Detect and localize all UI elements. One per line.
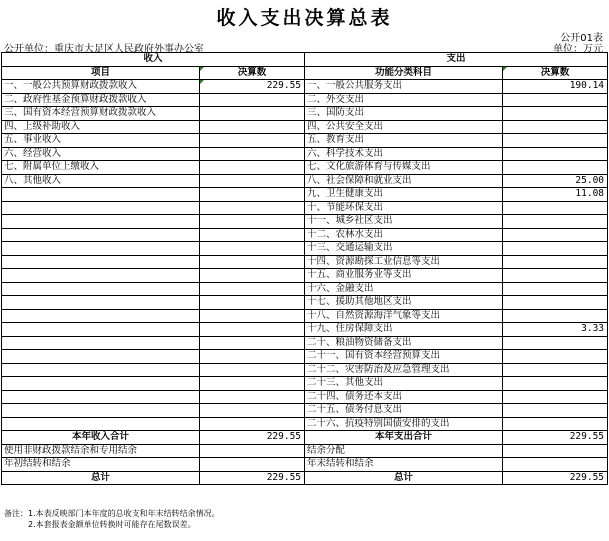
report-meta-row	[4, 40, 603, 55]
table-row	[2, 215, 608, 229]
expense-item-label: 十二、农林水支出	[305, 228, 503, 242]
use-fund-label: 使用非财政拨款结余和专用结余	[2, 444, 200, 458]
form-code: 公开01表	[560, 33, 603, 44]
expense-item-value	[503, 390, 608, 404]
table-row	[2, 147, 608, 161]
expense-item-label: 四、公共安全支出	[305, 120, 503, 134]
expense-item-label: 五、教育支出	[305, 134, 503, 148]
expense-item-label: 三、国防支出	[305, 107, 503, 121]
income-expense-table	[1, 52, 608, 485]
income-item-label	[2, 350, 200, 364]
income-item-value	[200, 174, 305, 188]
income-item-value	[200, 242, 305, 256]
expense-item-label: 十、节能环保支出	[305, 201, 503, 215]
table-row	[2, 296, 608, 310]
table-row	[2, 107, 608, 121]
income-item-label	[2, 336, 200, 350]
table-body	[2, 53, 608, 431]
expense-item-value	[503, 363, 608, 377]
section-header-row	[2, 53, 608, 67]
income-item-label: 五、事业收入	[2, 134, 200, 148]
table-row	[2, 323, 608, 337]
income-item-value	[200, 296, 305, 310]
expense-item-value	[503, 242, 608, 256]
table-row	[2, 242, 608, 256]
expense-item-label: 十八、自然资源海洋气象等支出	[305, 309, 503, 323]
income-item-label	[2, 255, 200, 269]
income-item-value	[200, 120, 305, 134]
expense-item-label: 二十六、抗疫特别国债安排的支出	[305, 417, 503, 431]
col-amount-left: 决算数	[200, 66, 305, 80]
income-item-value	[200, 269, 305, 283]
expense-item-label: 六、科学技术支出	[305, 147, 503, 161]
total-income-value: 229.55	[200, 431, 305, 445]
section-income: 收入	[2, 53, 305, 67]
income-item-value	[200, 417, 305, 431]
note-1: 备注：1.本表反映部门本年度的总收支和年末结转结余情况。	[4, 509, 220, 518]
expense-item-value: 3.33	[503, 323, 608, 337]
expense-item-label: 二十二、灾害防治及应急管理支出	[305, 363, 503, 377]
expense-item-label: 二十三、其他支出	[305, 377, 503, 391]
expense-item-value: 11.08	[503, 188, 608, 202]
income-item-label: 一、一般公共预算财政拨款收入	[2, 80, 200, 94]
expense-item-value: 190.14	[503, 80, 608, 94]
income-item-value	[200, 363, 305, 377]
table-row	[2, 282, 608, 296]
table-row	[2, 174, 608, 188]
income-item-value	[200, 390, 305, 404]
total-expense-label: 本年支出合计	[305, 431, 503, 445]
income-item-value: 229.55	[200, 80, 305, 94]
table-row	[2, 269, 608, 283]
expense-item-label: 十九、住房保障支出	[305, 323, 503, 337]
income-item-value	[200, 309, 305, 323]
income-item-label: 八、其他收入	[2, 174, 200, 188]
income-item-value	[200, 215, 305, 229]
income-item-label	[2, 404, 200, 418]
end-value	[503, 458, 608, 472]
expense-item-label: 十六、金融支出	[305, 282, 503, 296]
begin-value	[200, 458, 305, 472]
table-footer	[2, 431, 608, 485]
surplus-dist-label: 结余分配	[305, 444, 503, 458]
grand-left-label: 总计	[2, 471, 200, 485]
section-expense: 支出	[305, 53, 608, 67]
expense-item-value	[503, 350, 608, 364]
expense-item-value	[503, 201, 608, 215]
expense-item-label: 十一、城乡社区支出	[305, 215, 503, 229]
expense-item-value	[503, 161, 608, 175]
expense-item-value	[503, 269, 608, 283]
income-item-label	[2, 363, 200, 377]
income-item-label: 二、政府性基金预算财政拨款收入	[2, 93, 200, 107]
expense-item-value	[503, 93, 608, 107]
expense-item-value	[503, 309, 608, 323]
income-item-value	[200, 404, 305, 418]
expense-item-value	[503, 120, 608, 134]
table-row	[2, 188, 608, 202]
expense-item-label: 七、文化旅游体育与传媒支出	[305, 161, 503, 175]
income-item-value	[200, 188, 305, 202]
column-header-row	[2, 66, 608, 80]
table-row	[2, 93, 608, 107]
income-item-value	[200, 336, 305, 350]
fund-row	[2, 444, 608, 458]
income-item-label	[2, 188, 200, 202]
expense-item-label: 一、一般公共服务支出	[305, 80, 503, 94]
col-amount-right: 决算数	[503, 66, 608, 80]
table-row	[2, 363, 608, 377]
income-item-label	[2, 377, 200, 391]
income-item-value	[200, 201, 305, 215]
expense-item-label: 二十、粮油物资储备支出	[305, 336, 503, 350]
table-row	[2, 134, 608, 148]
income-item-value	[200, 282, 305, 296]
income-item-value	[200, 107, 305, 121]
income-item-value	[200, 147, 305, 161]
table-row	[2, 350, 608, 364]
table-row	[2, 80, 608, 94]
income-item-label: 四、上级补助收入	[2, 120, 200, 134]
income-item-value	[200, 161, 305, 175]
grand-left-value: 229.55	[200, 471, 305, 485]
org-label: 公开单位：重庆市大足区人民政府外事办公室	[4, 44, 204, 55]
table-row	[2, 377, 608, 391]
table-row	[2, 161, 608, 175]
notes	[4, 508, 220, 530]
unit-label: 单位：万元	[553, 44, 603, 55]
use-fund-value	[200, 444, 305, 458]
income-item-value	[200, 93, 305, 107]
expense-item-value	[503, 215, 608, 229]
income-item-label	[2, 228, 200, 242]
income-item-label	[2, 282, 200, 296]
income-item-label: 三、国有资本经营预算财政拨款收入	[2, 107, 200, 121]
income-item-value	[200, 323, 305, 337]
income-item-label: 六、经营收入	[2, 147, 200, 161]
expense-item-label: 八、社会保障和就业支出	[305, 174, 503, 188]
expense-item-label: 二十一、国有资本经营预算支出	[305, 350, 503, 364]
col-item: 项目	[2, 66, 200, 80]
table-row	[2, 228, 608, 242]
expense-item-value	[503, 228, 608, 242]
expense-item-label: 十五、商业服务业等支出	[305, 269, 503, 283]
total-expense-value: 229.55	[503, 431, 608, 445]
col-func: 功能分类科目	[305, 66, 503, 80]
expense-item-value	[503, 296, 608, 310]
table-row	[2, 255, 608, 269]
expense-item-label: 十七、援助其他地区支出	[305, 296, 503, 310]
grand-right-label: 总计	[305, 471, 503, 485]
income-item-value	[200, 377, 305, 391]
income-item-label	[2, 390, 200, 404]
table-row	[2, 201, 608, 215]
carry-row	[2, 458, 608, 472]
income-item-label	[2, 296, 200, 310]
income-item-label	[2, 323, 200, 337]
expense-item-label: 十四、资源勘探工业信息等支出	[305, 255, 503, 269]
table-row	[2, 390, 608, 404]
report-title: 收入支出决算总表	[216, 7, 393, 29]
income-item-label	[2, 215, 200, 229]
grand-right-value: 229.55	[503, 471, 608, 485]
expense-item-value	[503, 107, 608, 121]
expense-item-label: 二十四、债务还本支出	[305, 390, 503, 404]
expense-item-value	[503, 134, 608, 148]
grand-total-row	[2, 471, 608, 485]
table-row	[2, 404, 608, 418]
income-item-label	[2, 201, 200, 215]
expense-item-value	[503, 147, 608, 161]
expense-item-value	[503, 255, 608, 269]
table-row	[2, 309, 608, 323]
note-2: 2.本套报表金额单位转换时可能存在尾数误差。	[28, 520, 196, 529]
expense-item-label: 二、外交支出	[305, 93, 503, 107]
expense-item-value	[503, 404, 608, 418]
income-item-label: 七、附属单位上缴收入	[2, 161, 200, 175]
begin-label: 年初结转和结余	[2, 458, 200, 472]
expense-item-value: 25.00	[503, 174, 608, 188]
expense-item-value	[503, 282, 608, 296]
expense-item-value	[503, 377, 608, 391]
table-row	[2, 120, 608, 134]
expense-item-value	[503, 417, 608, 431]
income-item-value	[200, 134, 305, 148]
income-item-label	[2, 417, 200, 431]
expense-item-label: 二十五、债务付息支出	[305, 404, 503, 418]
surplus-dist-value	[503, 444, 608, 458]
table-row	[2, 417, 608, 431]
table-row	[2, 336, 608, 350]
income-item-value	[200, 350, 305, 364]
expense-item-value	[503, 336, 608, 350]
income-item-label	[2, 269, 200, 283]
total-row	[2, 431, 608, 445]
expense-item-label: 九、卫生健康支出	[305, 188, 503, 202]
income-item-value	[200, 255, 305, 269]
expense-item-label: 十三、交通运输支出	[305, 242, 503, 256]
income-item-value	[200, 228, 305, 242]
total-income-label: 本年收入合计	[2, 431, 200, 445]
income-item-label	[2, 242, 200, 256]
end-label: 年末结转和结余	[305, 458, 503, 472]
income-item-label	[2, 309, 200, 323]
